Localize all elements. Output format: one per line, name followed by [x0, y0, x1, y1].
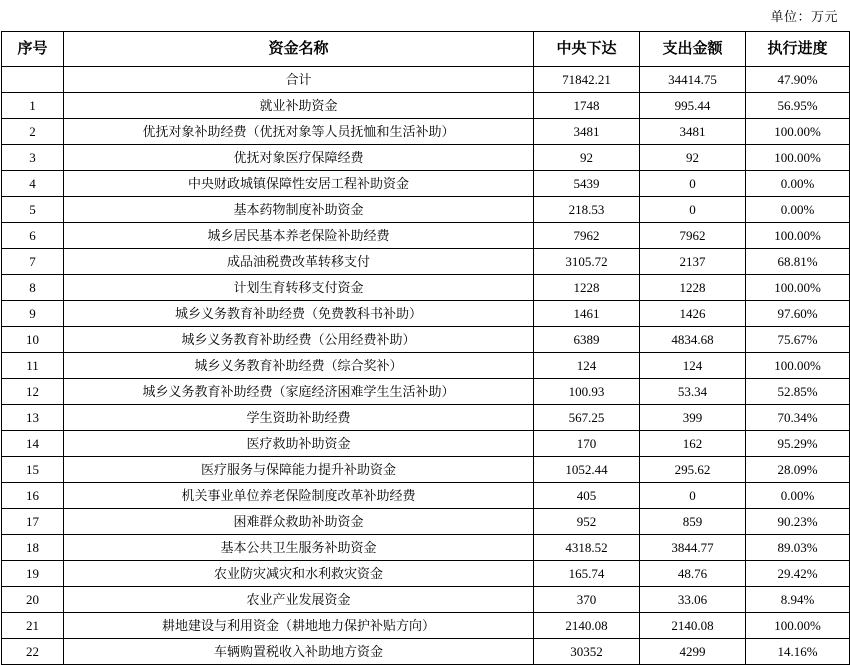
- cell-no: 19: [2, 561, 64, 587]
- cell-no: 10: [2, 327, 64, 353]
- cell-central-allocation: 30352: [534, 639, 640, 665]
- cell-fund-name: 耕地建设与利用资金（耕地地力保护补贴方向）: [64, 613, 534, 639]
- table-header-row: [2, 32, 850, 67]
- table-row: [2, 561, 850, 587]
- cell-spent-amount: 53.34: [640, 379, 746, 405]
- cell-execution-progress: 8.94%: [746, 587, 850, 613]
- cell-execution-progress: 14.16%: [746, 639, 850, 665]
- column-header-central: 中央下达: [534, 32, 640, 67]
- table-row: [2, 327, 850, 353]
- table-row: [2, 119, 850, 145]
- cell-no: 21: [2, 613, 64, 639]
- cell-spent-amount: 3481: [640, 119, 746, 145]
- cell-no: 3: [2, 145, 64, 171]
- cell-fund-name: 农业产业发展资金: [64, 587, 534, 613]
- cell-execution-progress: 90.23%: [746, 509, 850, 535]
- cell-fund-name: 合计: [64, 67, 534, 93]
- cell-no: 7: [2, 249, 64, 275]
- cell-execution-progress: 100.00%: [746, 275, 850, 301]
- unit-note: 单位：万元: [770, 9, 838, 24]
- cell-central-allocation: 92: [534, 145, 640, 171]
- cell-no: 8: [2, 275, 64, 301]
- table-row: [2, 275, 850, 301]
- cell-execution-progress: 75.67%: [746, 327, 850, 353]
- cell-fund-name: 城乡义务教育补助经费（家庭经济困难学生生活补助）: [64, 379, 534, 405]
- cell-fund-name: 计划生育转移支付资金: [64, 275, 534, 301]
- cell-no: 16: [2, 483, 64, 509]
- column-header-progress: 执行进度: [746, 32, 850, 67]
- cell-execution-progress: 100.00%: [746, 613, 850, 639]
- cell-central-allocation: 1748: [534, 93, 640, 119]
- cell-execution-progress: 100.00%: [746, 119, 850, 145]
- cell-central-allocation: 2140.08: [534, 613, 640, 639]
- cell-no: 5: [2, 197, 64, 223]
- table-row: [2, 457, 850, 483]
- cell-no: 15: [2, 457, 64, 483]
- cell-fund-name: 基本药物制度补助资金: [64, 197, 534, 223]
- cell-central-allocation: 170: [534, 431, 640, 457]
- cell-execution-progress: 56.95%: [746, 93, 850, 119]
- table-row: [2, 249, 850, 275]
- cell-fund-name: 城乡义务教育补助经费（公用经费补助）: [64, 327, 534, 353]
- cell-central-allocation: 3105.72: [534, 249, 640, 275]
- cell-fund-name: 车辆购置税收入补助地方资金: [64, 639, 534, 665]
- cell-execution-progress: 0.00%: [746, 483, 850, 509]
- table-row: [2, 483, 850, 509]
- cell-spent-amount: 4299: [640, 639, 746, 665]
- cell-spent-amount: 7962: [640, 223, 746, 249]
- cell-fund-name: 农业防灾减灾和水利救灾资金: [64, 561, 534, 587]
- column-header-name: 资金名称: [64, 32, 534, 67]
- cell-fund-name: 困难群众救助补助资金: [64, 509, 534, 535]
- cell-execution-progress: 100.00%: [746, 353, 850, 379]
- table-row: [2, 535, 850, 561]
- cell-spent-amount: 0: [640, 171, 746, 197]
- table-row: [2, 509, 850, 535]
- cell-central-allocation: 952: [534, 509, 640, 535]
- cell-central-allocation: 7962: [534, 223, 640, 249]
- cell-execution-progress: 0.00%: [746, 197, 850, 223]
- cell-central-allocation: 71842.21: [534, 67, 640, 93]
- table-row: [2, 587, 850, 613]
- cell-fund-name: 城乡义务教育补助经费（综合奖补）: [64, 353, 534, 379]
- cell-central-allocation: 4318.52: [534, 535, 640, 561]
- cell-execution-progress: 89.03%: [746, 535, 850, 561]
- cell-spent-amount: 3844.77: [640, 535, 746, 561]
- cell-fund-name: 成品油税费改革转移支付: [64, 249, 534, 275]
- table-row: [2, 223, 850, 249]
- table-row: [2, 93, 850, 119]
- cell-fund-name: 就业补助资金: [64, 93, 534, 119]
- cell-central-allocation: 3481: [534, 119, 640, 145]
- table-row: [2, 431, 850, 457]
- cell-central-allocation: 5439: [534, 171, 640, 197]
- table-body: [2, 67, 850, 665]
- cell-no: 22: [2, 639, 64, 665]
- cell-no: 11: [2, 353, 64, 379]
- table-row: [2, 379, 850, 405]
- cell-no: 9: [2, 301, 64, 327]
- cell-no: 17: [2, 509, 64, 535]
- cell-fund-name: 优抚对象补助经费（优抚对象等人员抚恤和生活补助）: [64, 119, 534, 145]
- cell-execution-progress: 0.00%: [746, 171, 850, 197]
- cell-fund-name: 医疗服务与保障能力提升补助资金: [64, 457, 534, 483]
- cell-no: 14: [2, 431, 64, 457]
- cell-no: 2: [2, 119, 64, 145]
- cell-no: 4: [2, 171, 64, 197]
- cell-spent-amount: 4834.68: [640, 327, 746, 353]
- cell-spent-amount: 124: [640, 353, 746, 379]
- cell-spent-amount: 92: [640, 145, 746, 171]
- cell-spent-amount: 859: [640, 509, 746, 535]
- column-header-spent: 支出金额: [640, 32, 746, 67]
- cell-central-allocation: 6389: [534, 327, 640, 353]
- cell-fund-name: 基本公共卫生服务补助资金: [64, 535, 534, 561]
- table-row: [2, 639, 850, 665]
- cell-execution-progress: 95.29%: [746, 431, 850, 457]
- cell-execution-progress: 70.34%: [746, 405, 850, 431]
- cell-no: 12: [2, 379, 64, 405]
- cell-execution-progress: 97.60%: [746, 301, 850, 327]
- cell-central-allocation: 1228: [534, 275, 640, 301]
- cell-fund-name: 学生资助补助经费: [64, 405, 534, 431]
- table-row: [2, 171, 850, 197]
- cell-no: 13: [2, 405, 64, 431]
- cell-no: [2, 67, 64, 93]
- fund-allocation-table: [1, 31, 850, 665]
- column-header-no: 序号: [2, 32, 64, 67]
- cell-fund-name: 城乡义务教育补助经费（免费教科书补助）: [64, 301, 534, 327]
- cell-central-allocation: 124: [534, 353, 640, 379]
- cell-central-allocation: 567.25: [534, 405, 640, 431]
- cell-fund-name: 优抚对象医疗保障经费: [64, 145, 534, 171]
- cell-spent-amount: 0: [640, 197, 746, 223]
- cell-no: 20: [2, 587, 64, 613]
- cell-execution-progress: 47.90%: [746, 67, 850, 93]
- cell-central-allocation: 100.93: [534, 379, 640, 405]
- cell-execution-progress: 29.42%: [746, 561, 850, 587]
- cell-spent-amount: 48.76: [640, 561, 746, 587]
- table-row: [2, 301, 850, 327]
- cell-spent-amount: 2140.08: [640, 613, 746, 639]
- cell-fund-name: 机关事业单位养老保险制度改革补助经费: [64, 483, 534, 509]
- cell-execution-progress: 100.00%: [746, 145, 850, 171]
- cell-execution-progress: 68.81%: [746, 249, 850, 275]
- cell-fund-name: 中央财政城镇保障性安居工程补助资金: [64, 171, 534, 197]
- cell-central-allocation: 218.53: [534, 197, 640, 223]
- table-row: [2, 67, 850, 93]
- cell-no: 6: [2, 223, 64, 249]
- cell-central-allocation: 1052.44: [534, 457, 640, 483]
- cell-spent-amount: 995.44: [640, 93, 746, 119]
- cell-spent-amount: 2137: [640, 249, 746, 275]
- cell-spent-amount: 33.06: [640, 587, 746, 613]
- cell-spent-amount: 162: [640, 431, 746, 457]
- cell-central-allocation: 370: [534, 587, 640, 613]
- cell-execution-progress: 28.09%: [746, 457, 850, 483]
- table-header: [2, 32, 850, 67]
- cell-spent-amount: 295.62: [640, 457, 746, 483]
- cell-central-allocation: 1461: [534, 301, 640, 327]
- cell-spent-amount: 0: [640, 483, 746, 509]
- cell-central-allocation: 165.74: [534, 561, 640, 587]
- table-row: [2, 197, 850, 223]
- cell-spent-amount: 1228: [640, 275, 746, 301]
- table-row: [2, 405, 850, 431]
- cell-no: 18: [2, 535, 64, 561]
- cell-execution-progress: 52.85%: [746, 379, 850, 405]
- cell-fund-name: 城乡居民基本养老保险补助经费: [64, 223, 534, 249]
- table-row: [2, 145, 850, 171]
- table-row: [2, 353, 850, 379]
- cell-fund-name: 医疗救助补助资金: [64, 431, 534, 457]
- cell-spent-amount: 34414.75: [640, 67, 746, 93]
- cell-central-allocation: 405: [534, 483, 640, 509]
- cell-spent-amount: 399: [640, 405, 746, 431]
- cell-execution-progress: 100.00%: [746, 223, 850, 249]
- cell-spent-amount: 1426: [640, 301, 746, 327]
- cell-no: 1: [2, 93, 64, 119]
